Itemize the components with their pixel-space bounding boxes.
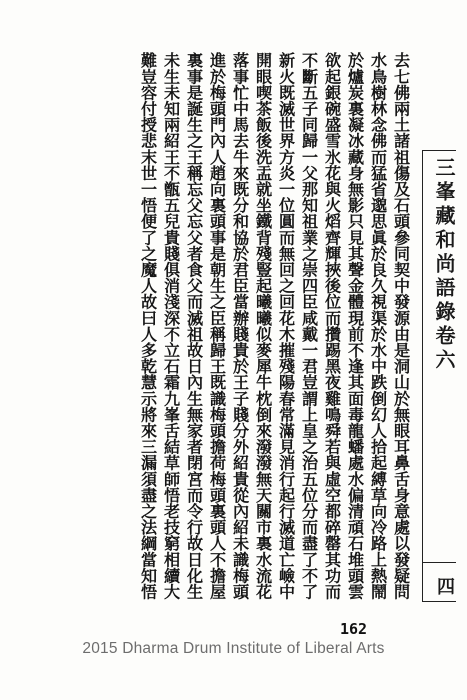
page-number: 162 [340, 620, 368, 638]
text-column-3: 於爐炭裏凝冰藏身無影只見其聲金體現前不逢其面毒龍蟠處水偏清頑石堆頭雲 [345, 52, 364, 600]
main-text-block [30, 52, 412, 604]
margin-book-title: 三峯藏和尚語錄卷六 [432, 157, 456, 373]
text-column-1: 去七佛兩土諸祖傷及石頭參同契中發源由是洞山於無眼耳鼻舌身意處以發疑問 [391, 52, 410, 600]
text-column-2: 水鳥樹林念佛而猛省邈思眞於良久視渠於水中跌倒幻人拾起縛草向冷路上熱鬧 [368, 52, 387, 600]
margin-divider [423, 562, 456, 563]
text-column-9: 進於梅頭門內人趙向裏頭事是朝生之臣稱歸王既識梅頭擔荷梅頭裏頭人不擔屋 [207, 52, 226, 600]
text-column-7: 開眼喫茶飯後洗盂就坐鐵背殘豎起曦曦似麥犀牛枕倒來潑潑無天關市裏水流花 [253, 52, 272, 600]
text-column-6: 新火既滅世界方炎一位圓而無回之回花木摧殘陽春常滿見消行起行滅道亡嶮中 [276, 52, 295, 600]
margin-page-number: 四 [434, 577, 455, 595]
copyright-watermark: 2015 Dharma Drum Institute of Liberal Arts [82, 640, 385, 657]
margin-title-box [422, 150, 456, 602]
text-column-10: 裏事是誕生之王稱忘父忘父者食父而滅祖故日內生無家者閉宮而令行故日化生 [184, 52, 203, 600]
text-column-4: 欲起銀碗盛雪氷花與火熖齊輝挾後位而攢踢黑夜雞鳴舜若與虛空都碎罄其功而 [322, 52, 341, 600]
text-column-8: 落事忙中馬去牛來既分和協於君臣當辦賤貴於王子賤分外紹貴從內紹未識梅頭 [230, 52, 249, 600]
text-column-11: 未生未知兩紹王不甑五兒貴賤俱消淺深不立石霜九峯舌結草師悟老技窮相續大 [161, 52, 180, 600]
text-column-5: 不斷五子同歸一父那知祖業之崇四臣咸戴一君豈謂上皇之治五位分而盡了不了 [299, 52, 318, 600]
text-column-12: 難豈容付授悲末世一悟便了之魔人故曰人多乾慧示將來三漏須盡之法綱當知悟 [138, 52, 157, 600]
